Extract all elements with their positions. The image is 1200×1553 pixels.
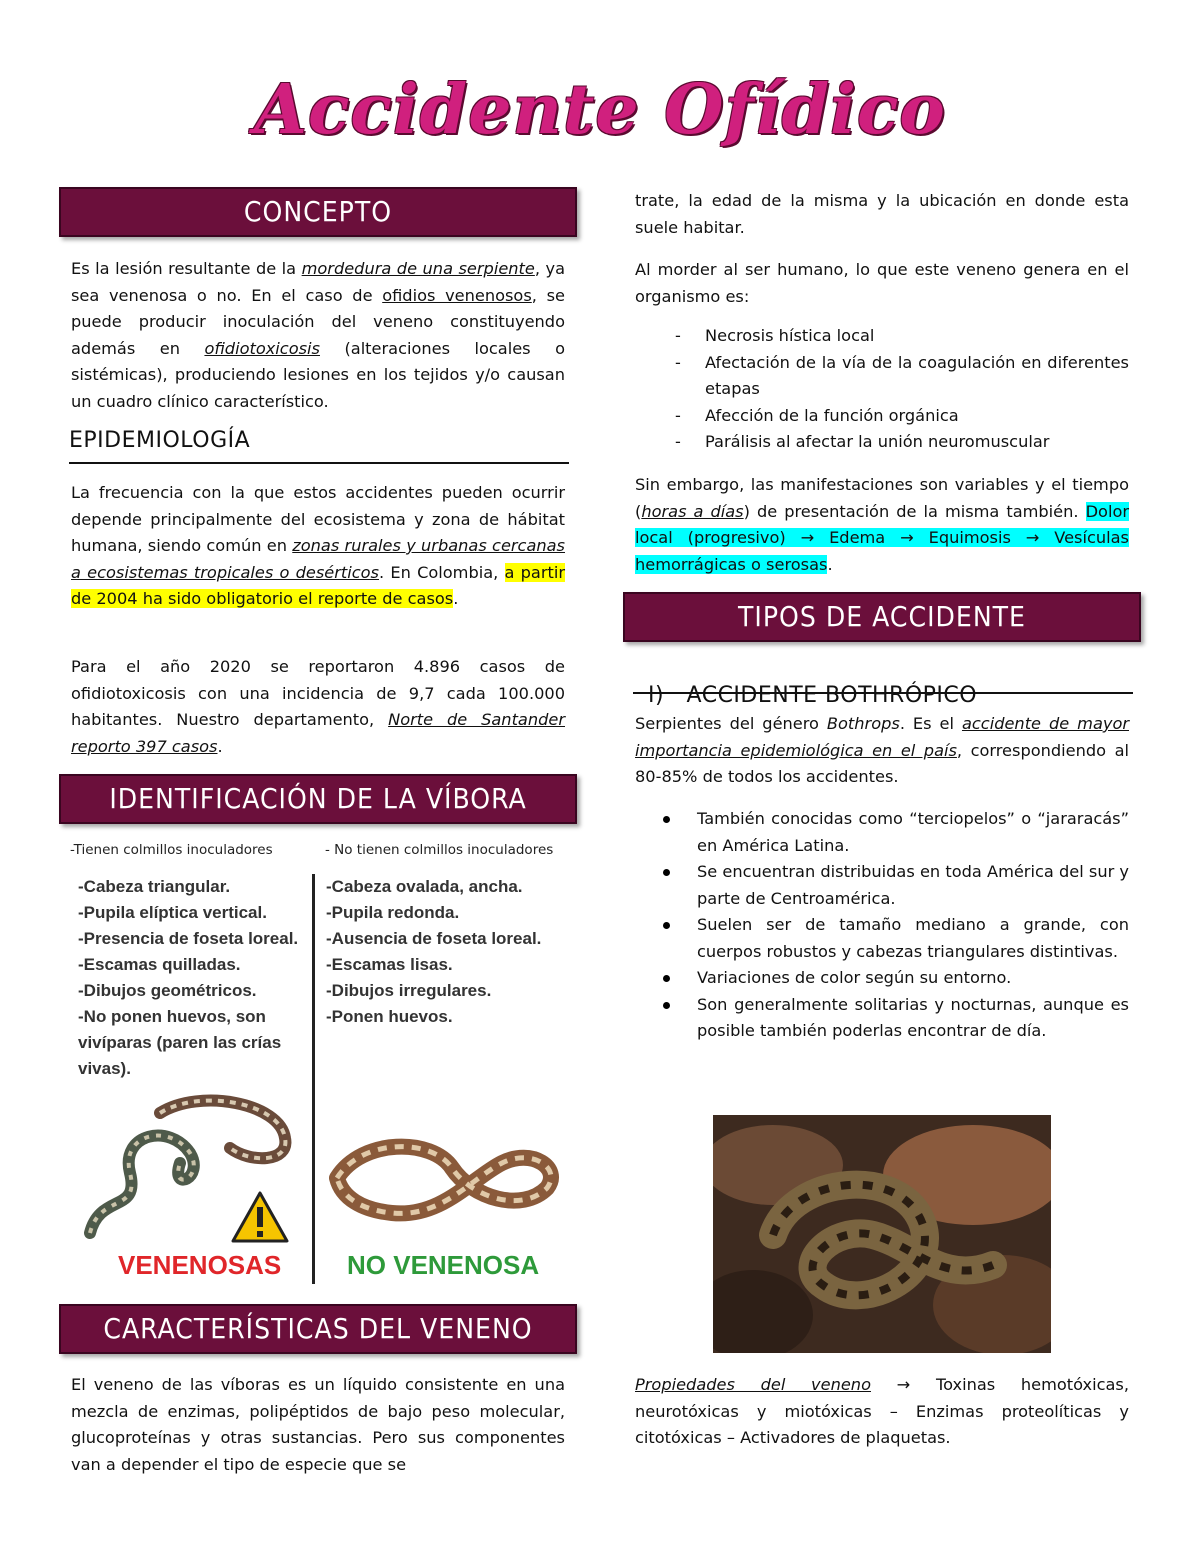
caracteristicas-banner bbox=[59, 1304, 577, 1354]
caracteristicas-paragraph: El veneno de las víboras es un líquido consistente en una mezcla de enzimas, polipéptidos de bajo peso molecular, glucoproteínas y otras sustancias. Pero sus componentes van a depender el tipo de especie que se bbox=[71, 1375, 565, 1474]
trait-item: -Cabeza triangular. bbox=[78, 877, 231, 896]
trait-item: -Ponen huevos. bbox=[326, 1007, 453, 1026]
manifestaciones-paragraph: Sin embargo, las manifestaciones son variables y el tiempo (horas a días) de presentación de la misma también. Dolor local (progresivo) → Edema → Equimosis → Vesículas hemorrágicas o serosas. bbox=[635, 475, 1130, 574]
trait-item: -Escamas lisas. bbox=[326, 955, 453, 974]
concepto-heading: CONCEPTO bbox=[243, 195, 393, 228]
identificacion-banner bbox=[59, 774, 577, 824]
reporte-highlight: a partir de 2004 ha sido obligatorio el reporte de casos bbox=[71, 562, 565, 608]
concepto-paragraph: Es la lesión resultante de la mordedura de una serpiente, ya sea venenosa o no. En el caso de ofidios venenosos, se puede producir inoculación del veneno constituyendo además en ofidiotoxicosis (alteraciones locales o sistémicas), produciendo lesiones en los tejidos y/o causan un cuadro clínico característico. bbox=[71, 259, 565, 411]
bullet-item: Se encuentran distribuidas en toda América del sur y parte de Centroamérica. bbox=[635, 859, 1129, 912]
bullet-item: Son generalmente solitarias y nocturnas, aunque es posible también poderlas encontrar de día. bbox=[635, 992, 1129, 1045]
trait-item: -Cabeza ovalada, ancha. bbox=[326, 877, 523, 896]
progression-highlight: Dolor local (progresivo) → Edema → Equimosis → Vesículas hemorrágicas o serosas bbox=[635, 501, 1130, 574]
caption-venenosas: -Tienen colmillos inoculadores bbox=[70, 842, 273, 858]
trait-item: -Pupila elíptica vertical. bbox=[78, 903, 267, 922]
trait-item: -No ponen huevos, son vivíparas (paren las crías vivas). bbox=[78, 1007, 282, 1078]
venenosa-traits bbox=[78, 874, 310, 1082]
bullet-item: Variaciones de color según su entorno. bbox=[635, 965, 1129, 992]
norte-santander-link: Norte de Santander reporto 397 casos bbox=[71, 710, 565, 756]
column-divider bbox=[312, 874, 315, 1284]
bothrops-intro: Serpientes del género Bothrops. Es el accidente de mayor importancia epidemiológica en el país, correspondiendo al 80-85% de todos los accidentes. bbox=[635, 714, 1129, 786]
tipos-banner bbox=[623, 592, 1141, 642]
effect-item: - Necrosis hística local bbox=[635, 323, 1129, 350]
bullet-item: También conocidas como “terciopelos” o “jararacás” en América Latina. bbox=[635, 806, 1129, 859]
incidencia-paragraph: Para el año 2020 se reportaron 4.896 casos de ofidiotoxicosis con una incidencia de 9,7 cada 100.000 habitantes. Nuestro departamento, Norte de Santander reporto 397 casos. bbox=[71, 657, 565, 756]
identificacion-heading: IDENTIFICACIÓN DE LA VÍBORA bbox=[109, 782, 527, 815]
bothropico-heading: I) ACCIDENTE BOTHRÓPICO bbox=[633, 658, 1133, 694]
epidemiologia-heading: EPIDEMIOLOGÍA bbox=[69, 428, 569, 464]
mordedura-link: mordedura de una serpiente bbox=[301, 259, 535, 278]
trait-item: -Ausencia de foseta loreal. bbox=[326, 929, 542, 948]
venom-effects-list bbox=[635, 323, 1129, 456]
trait-item: -Escamas quilladas. bbox=[78, 955, 241, 974]
genus-name: Bothrops bbox=[826, 714, 900, 733]
bullet-item: Suelen ser de tamaño mediano a grande, con cuerpos robustos y cabezas triangulares distintivas. bbox=[635, 912, 1129, 965]
trait-item: -Dibujos geométricos. bbox=[78, 981, 257, 1000]
trait-item: -Dibujos irregulares. bbox=[326, 981, 492, 1000]
bothrops-bullets bbox=[635, 806, 1129, 1045]
identification-infographic bbox=[60, 838, 576, 1292]
no-venenosa-traits bbox=[326, 874, 566, 1030]
importancia-link: accidente de mayor importancia epidemiológica en el país bbox=[635, 714, 1129, 760]
propiedades-link: Propiedades del veneno bbox=[635, 1375, 871, 1394]
effect-item: - Parálisis al afectar la unión neuromuscular bbox=[635, 429, 1129, 456]
trait-item: -Pupila redonda. bbox=[326, 903, 460, 922]
zonas-link: zonas rurales y urbanas cercanas a ecosistemas tropicales o desérticos bbox=[71, 536, 565, 582]
bothrops-photo bbox=[713, 1115, 1051, 1353]
ofidiotoxicosis-link: ofidiotoxicosis bbox=[204, 338, 320, 358]
effect-item: - Afección de la función orgánica bbox=[635, 403, 1129, 430]
label-no-venenosa: NO VENENOSA bbox=[347, 1250, 540, 1280]
caption-no-venenosas: - No tienen colmillos inoculadores bbox=[325, 842, 554, 858]
propiedades-paragraph: Propiedades del veneno → Toxinas hemotóxicas, neurotóxicas y miotóxicas – Enzimas proteolíticas y citotóxicas – Activadores de plaquetas. bbox=[635, 1375, 1130, 1447]
label-venenosas: VENENOSAS bbox=[118, 1250, 282, 1280]
concepto-banner bbox=[59, 187, 577, 237]
effect-item: - Afectación de la vía de la coagulación en diferentes etapas bbox=[635, 350, 1129, 403]
non-venomous-snake-illustration bbox=[322, 1118, 562, 1238]
effects-intro: Al morder al ser humano, lo que este veneno genera en el organismo es: bbox=[635, 260, 1129, 306]
caracteristicas-heading: CARACTERÍSTICAS DEL VENENO bbox=[103, 1312, 533, 1345]
continuation-paragraph: trate, la edad de la misma y la ubicación en donde esta suele habitar. bbox=[635, 191, 1129, 237]
page-title: Accidente Ofídico bbox=[254, 70, 946, 150]
bothrops-snake-image bbox=[713, 1115, 1051, 1353]
tipos-heading: TIPOS DE ACCIDENTE bbox=[738, 600, 1026, 633]
epidemiologia-paragraph: La frecuencia con la que estos accidentes pueden ocurrir depende principalmente del ecosistema y zona de hábitat humana, siendo común en zonas rurales y urbanas cercanas a ecosistemas tropicales o desérticos. En Colombia, a partir de 2004 ha sido obligatorio el reporte de casos. bbox=[71, 483, 565, 608]
horas-dias-link: horas a días bbox=[641, 501, 744, 521]
ofidios-link: ofidios venenosos bbox=[382, 285, 532, 305]
trait-item: -Presencia de foseta loreal. bbox=[78, 929, 299, 948]
warning-icon bbox=[230, 1190, 290, 1244]
